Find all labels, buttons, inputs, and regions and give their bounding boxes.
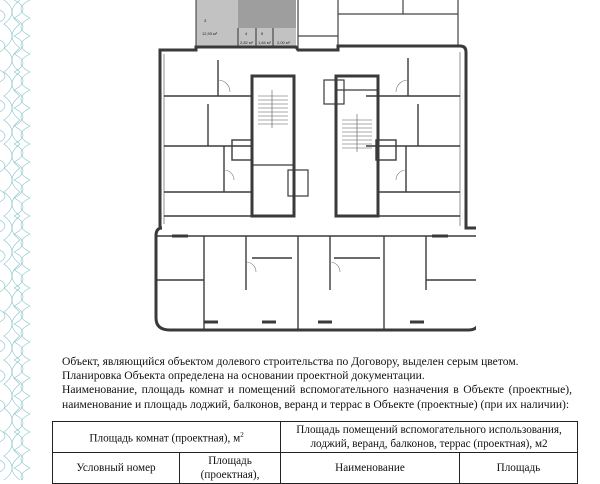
room-label: 1,64 м² (258, 40, 271, 45)
table-sub-header: Площадь (459, 453, 577, 484)
room-label: 2,00 м² (277, 40, 290, 45)
room-label: 2,82 м² (240, 40, 253, 45)
description-line-1: Объект, являющийся объектом долевого строительства по Договору, выделен серым цветом. (62, 355, 519, 368)
table-sub-header: Наименование (281, 453, 460, 484)
area-table (52, 421, 578, 484)
description-text (62, 355, 572, 412)
room-label: 4 (245, 31, 248, 36)
table-sub-header: Площадь (проектная), (180, 453, 281, 484)
guilloche-border (0, 0, 38, 480)
table-header-rooms: Площадь комнат (проектная), $м^2$ (53, 422, 281, 453)
floor-plan (148, 0, 476, 334)
table-sub-header: Условный номер (53, 453, 180, 484)
room-label: 3 (204, 18, 207, 23)
description-line-3: Наименование, площадь комнат и помещений вспомогательного назначения в Объекте (проектные), наименование и площадь лоджий, балконов, веранд и террас в Объекте (проектные) (при их наличии): (62, 383, 572, 411)
room-label: 12,93 м² (202, 31, 218, 36)
room-label: 5 (261, 31, 264, 36)
table-header-aux: Площадь помещений вспомогательного использования, лоджий, веранд, балконов, террас (проектная), м2 (281, 422, 578, 453)
description-line-2: Планировка Объекта определена на основании проектной документации. (62, 369, 425, 383)
